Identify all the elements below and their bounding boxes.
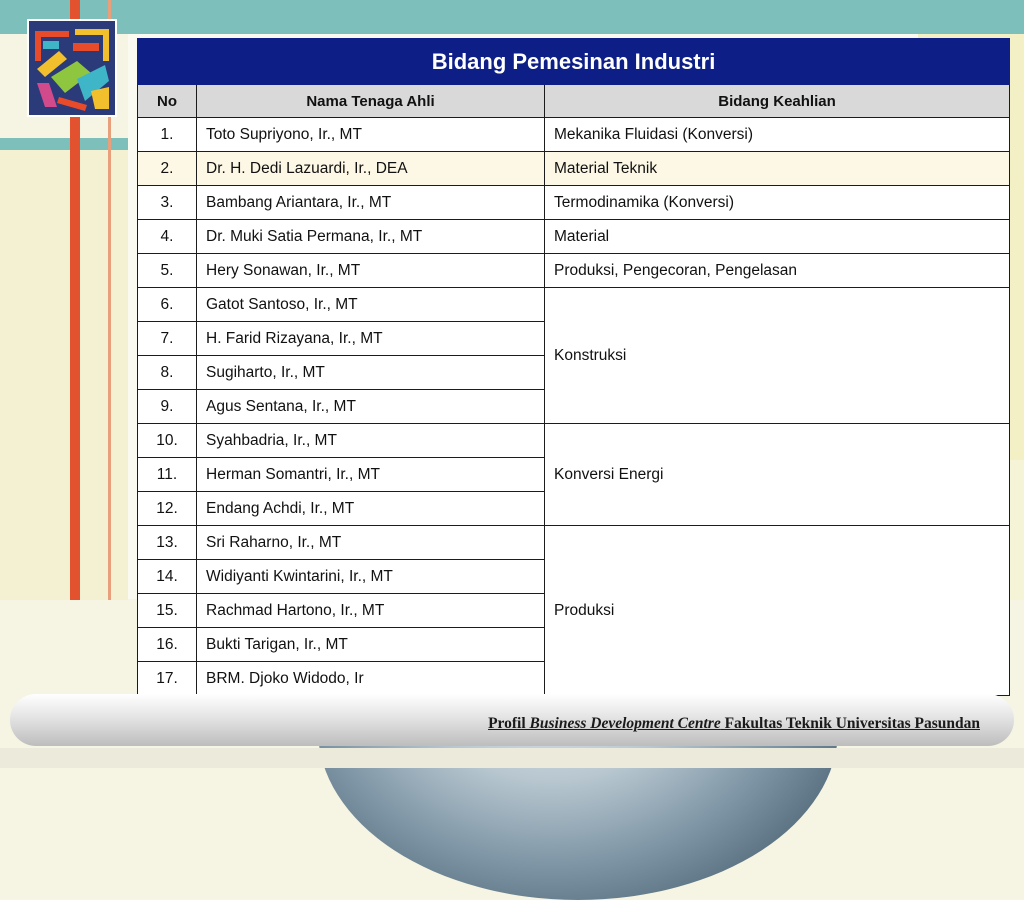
table-row: [138, 424, 1010, 458]
expert-name: Bambang Ariantara, Ir., MT: [197, 186, 545, 220]
row-number: 3.: [138, 186, 197, 220]
table-row: [138, 186, 1010, 220]
row-number: 15.: [138, 594, 197, 628]
column-header-field: Bidang Keahlian: [545, 85, 1010, 118]
row-number: 16.: [138, 628, 197, 662]
row-number: 11.: [138, 458, 197, 492]
row-number: 12.: [138, 492, 197, 526]
row-number: 6.: [138, 288, 197, 322]
footer-shade: [0, 748, 1024, 768]
expertise-field: Material: [545, 220, 1010, 254]
table-title: Bidang Pemesinan Industri: [138, 39, 1010, 85]
table-row: [138, 220, 1010, 254]
footer-caption: [488, 715, 980, 733]
row-number: 4.: [138, 220, 197, 254]
row-number: 17.: [138, 662, 197, 696]
expert-name: Sugiharto, Ir., MT: [197, 356, 545, 390]
footer-caption-suffix: Fakultas Teknik Universitas Pasundan: [720, 715, 980, 732]
row-number: 2.: [138, 152, 197, 186]
expert-name: Rachmad Hartono, Ir., MT: [197, 594, 545, 628]
expert-name: Widiyanti Kwintarini, Ir., MT: [197, 560, 545, 594]
table-header-row: [138, 85, 1010, 118]
row-number: 10.: [138, 424, 197, 458]
row-number: 9.: [138, 390, 197, 424]
expert-name: Syahbadria, Ir., MT: [197, 424, 545, 458]
table-title-row: [138, 39, 1010, 85]
table-row: [138, 254, 1010, 288]
table-row: [138, 118, 1010, 152]
table-row: [138, 152, 1010, 186]
expert-name: Gatot Santoso, Ir., MT: [197, 288, 545, 322]
table-row: [138, 526, 1010, 560]
expert-name: Endang Achdi, Ir., MT: [197, 492, 545, 526]
footer-caption-prefix: Profil: [488, 715, 530, 732]
expert-name: Hery Sonawan, Ir., MT: [197, 254, 545, 288]
row-number: 7.: [138, 322, 197, 356]
expertise-field: Konstruksi: [545, 288, 1010, 424]
top-band: [0, 0, 1024, 34]
table-row: [138, 288, 1010, 322]
row-number: 8.: [138, 356, 197, 390]
experts-table: [137, 38, 1010, 696]
expert-name: Dr. H. Dedi Lazuardi, Ir., DEA: [197, 152, 545, 186]
footer-caption-centre: Business Development Centre: [529, 715, 721, 732]
expertise-field: Produksi: [545, 526, 1010, 696]
row-number: 13.: [138, 526, 197, 560]
row-number: 1.: [138, 118, 197, 152]
institution-logo-icon: [27, 19, 117, 117]
row-number: 14.: [138, 560, 197, 594]
expertise-field: Konversi Energi: [545, 424, 1010, 526]
column-header-name: Nama Tenaga Ahli: [197, 85, 545, 118]
expert-name: Herman Somantri, Ir., MT: [197, 458, 545, 492]
expert-name: Toto Supriyono, Ir., MT: [197, 118, 545, 152]
expertise-field: Material Teknik: [545, 152, 1010, 186]
expert-name: H. Farid Rizayana, Ir., MT: [197, 322, 545, 356]
expert-name: BRM. Djoko Widodo, Ir: [197, 662, 545, 696]
column-header-no: No: [138, 85, 197, 118]
expertise-field: Termodinamika (Konversi): [545, 186, 1010, 220]
expert-name: Dr. Muki Satia Permana, Ir., MT: [197, 220, 545, 254]
expert-name: Bukti Tarigan, Ir., MT: [197, 628, 545, 662]
expertise-field: Mekanika Fluidasi (Konversi): [545, 118, 1010, 152]
row-number: 5.: [138, 254, 197, 288]
expert-name: Sri Raharno, Ir., MT: [197, 526, 545, 560]
expertise-field: Produksi, Pengecoran, Pengelasan: [545, 254, 1010, 288]
expert-name: Agus Sentana, Ir., MT: [197, 390, 545, 424]
